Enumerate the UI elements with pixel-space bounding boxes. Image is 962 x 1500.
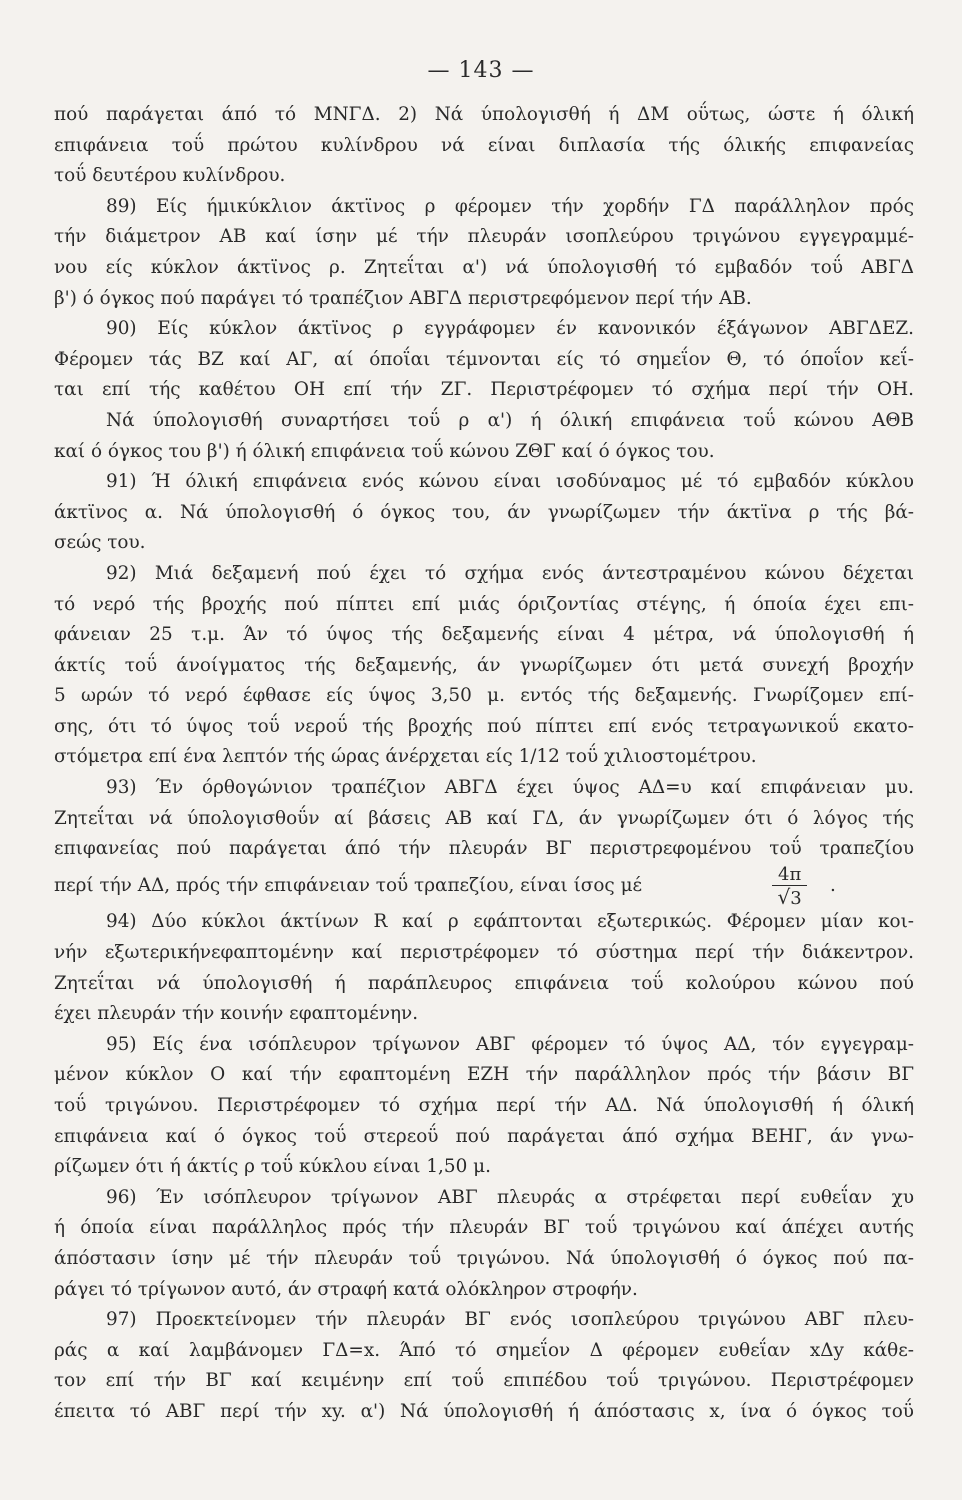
problem-89-start: 89) Είς ήμικύκλιον άκτϊνος ρ φέρομεν τήν χορδήν ΓΔ παράλληλον πρός xyxy=(106,195,914,217)
text-line: Νά ύπολογισθή συναρτήσει τοΰ ρ α') ή όλική επιφάνεια τοΰ κώνου ΑΘΒ xyxy=(106,409,914,431)
text-line: επιφάνεια τοΰ πρώτου κυλίνδρου νά είναι διπλασία τής όλικής επιφανείας xyxy=(54,134,914,156)
text-line: ρίζωμεν ότι ή άκτίς ρ τοΰ κύκλου είναι 1,50 μ. xyxy=(54,1156,491,1178)
text-line: έπειτα τό ΑΒΓ περί τήν xy. α') Νά ύπολογισθή ή άπόστασις x, ίνα ό όγκος τοΰ xyxy=(54,1400,914,1422)
radicand: 3 xyxy=(790,887,802,909)
problem-97-start: 97) Προεκτείνομεν τήν πλευράν ΒΓ ενός ισοπλεύρου τριγώνου ΑΒΓ πλευ- xyxy=(106,1309,914,1331)
text-line: ράγει τό τρίγωνον αυτό, άν στραφή κατά ολόκληρον στροφήν. xyxy=(54,1278,638,1300)
text-line: τήν διάμετρον ΑΒ καί ίσην μέ τήν πλευράν ισοπλεύρου τριγώνου εγγεγραμμέ- xyxy=(54,226,914,248)
radical-sign: √ xyxy=(777,884,791,909)
body-text xyxy=(54,100,914,1428)
text-line: στόμετρα επί ένα λεπτόν τής ώρας άνέρχεται είς 1/12 τοΰ χιλιοστομέτρου. xyxy=(54,746,757,768)
fraction xyxy=(772,865,807,909)
text-line: επιφάνεια καί ό όγκος τοΰ στερεοΰ πού παράγεται άπό σχήμα ΒΕΗΓ, άν γνω- xyxy=(54,1125,914,1147)
problem-96-start: 96) Έν ισόπλευρον τρίγωνον ΑΒΓ πλευράς α στρέφεται περί ευθεΐαν χυ xyxy=(106,1186,914,1208)
text-line: περί τήν ΑΔ, πρός τήν επιφάνειαν τοΰ τραπεζίου, είναι ίσος μέ xyxy=(54,874,643,896)
text-line: Φέρομεν τάς ΒΖ καί ΑΓ, αί όποΐαι τέμνονται είς τό σημεΐον Θ, τό όποΐον κεΐ- xyxy=(54,348,914,370)
text-line: μένον κύκλον Ο καί τήν εφαπτομένη ΕΖΗ τήν παράλληλον πρός τήν βάσιν ΒΓ xyxy=(54,1064,914,1086)
text-line: Ζητεΐται νά ύπολογισθή ή παράπλευρος επιφάνεια τοΰ κολούρου κώνου πού xyxy=(54,972,914,994)
text-line: νήν εξωτερικήνεφαπτομένην καί περιστρέφομεν τό σύστημα περί τήν διάκεντρον. xyxy=(54,942,914,964)
text-line: τοΰ τριγώνου. Περιστρέφομεν τό σχήμα περί τήν ΑΔ. Νά ύπολογισθή ή όλική xyxy=(54,1095,914,1116)
text-line: τοΰ δευτέρου κυλίνδρου. xyxy=(54,165,286,187)
text-line: άπόστασιν ίσην μέ τήν πλευράν τοΰ τριγώνου. Νά ύπολογισθή ό όγκος πού πα- xyxy=(54,1247,914,1269)
problem-94-start: 94) Δύο κύκλοι άκτίνων R καί ρ εφάπτονται εξωτερικώς. Φέρομεν μίαν κοι- xyxy=(106,911,914,933)
text-line: καί ό όγκος του β') ή όλική επιφάνεια τοΰ κώνου ΖΘΓ καί ό όγκος του. xyxy=(54,440,715,462)
fraction-period: . xyxy=(830,874,836,896)
problem-95-start: 95) Είς ένα ισόπλευρον τρίγωνον ΑΒΓ φέρομεν τό ύψος ΑΔ, τόν εγγεγραμ- xyxy=(106,1033,914,1055)
text-line: έχει πλευράν τήν κοινήν εφαπτομένην. xyxy=(54,1003,419,1025)
text-line: άκτϊνος α. Νά ύπολογισθή ό όγκος του, άν γνωρίζωμεν τήν άκτϊνα ρ τής βά- xyxy=(54,501,914,523)
text-line: τό νερό τής βροχής πού πίπτει επί μιάς όριζοντίας στέγης, ή όποία έχει επι- xyxy=(54,593,914,615)
page-number: — 143 — xyxy=(427,58,535,83)
text-line: φάνειαν 25 τ.μ. Άν τό ύψος τής δεξαμενής είναι 4 μέτρα, νά ύπολογισθή ή xyxy=(54,624,914,646)
text-line: Ζητεΐται νά ύπολογισθοΰν αί βάσεις ΑΒ καί ΓΔ, άν γνωρίζωμεν ότι ό λόγος τής xyxy=(54,807,914,829)
problem-93-start: 93) Έν όρθογώνιον τραπέζιον ΑΒΓΔ έχει ύψος ΑΔ=υ καί επιφάνειαν μυ. xyxy=(106,777,914,799)
text-line: νου είς κύκλον άκτϊνος ρ. Ζητεΐται α') νά ύπολογισθή τό εμβαδόν τοΰ ΑΒΓΔ xyxy=(54,256,914,278)
text-line: ράς α καί λαμβάνομεν ΓΔ=x. Άπό τό σημεΐον Δ φέρομεν ευθεΐαν xΔy κάθε- xyxy=(54,1339,914,1361)
text-line: σεώς του. xyxy=(54,532,146,554)
problem-91-start: 91) Ή όλική επιφάνεια ενός κώνου είναι ισοδύναμος μέ τό εμβαδόν κύκλου xyxy=(106,471,914,493)
text-line: άκτίς τοΰ άνοίγματος τής δεξαμενής, άν γνωρίζωμεν ότι μετά συνεχή βροχήν xyxy=(54,654,914,676)
text-line: ται επί τής καθέτου ΟΗ επί τήν ΖΓ. Περιστρέφομεν τό σχήμα περί τήν ΟΗ. xyxy=(54,379,914,401)
fraction-denominator xyxy=(778,886,802,909)
problem-92-start: 92) Μιά δεξαμενή πού έχει τό σχήμα ενός άντεστραμένου κώνου δέχεται xyxy=(106,562,914,584)
problem-90-start: 90) Είς κύκλον άκτϊνος ρ εγγράφομεν έν κανονικόν έξάγωνον ΑΒΓΔΕΖ. xyxy=(106,318,914,340)
fraction-numerator: 4π xyxy=(772,865,807,886)
fraction-line xyxy=(54,863,914,909)
text-line: επιφανείας πού παράγεται άπό τήν πλευράν ΒΓ περιστρεφομένου τοΰ τραπεζίου xyxy=(54,838,914,860)
text-line: 5 ωρών τό νερό έφθασε είς ύψος 3,50 μ. εντός τής δεξαμενής. Γνωρίζομεν επί- xyxy=(54,685,914,707)
text-line: σης, ότι τό ύψος τοΰ νεροΰ τής βροχής πού πίπτει επί ενός τετραγωνικοΰ εκατο- xyxy=(54,715,914,737)
text-line: β') ό όγκος πού παράγει τό τραπέζιον ΑΒΓΔ περιστρεφόμενον περί τήν ΑΒ. xyxy=(54,287,752,309)
text-line: ή όποία είναι παράλληλος πρός τήν πλευράν ΒΓ τοΰ τριγώνου καί άπέχει αυτής xyxy=(54,1217,914,1239)
text-line: τον επί τήν ΒΓ καί κειμένην επί τοΰ επιπέδου τοΰ τριγώνου. Περιστρέφομεν xyxy=(54,1370,914,1392)
text-line: πού παράγεται άπό τό ΜΝΓΔ. 2) Νά ύπολογισθή ή ΔΜ οΰτως, ώστε ή όλική xyxy=(54,104,914,125)
